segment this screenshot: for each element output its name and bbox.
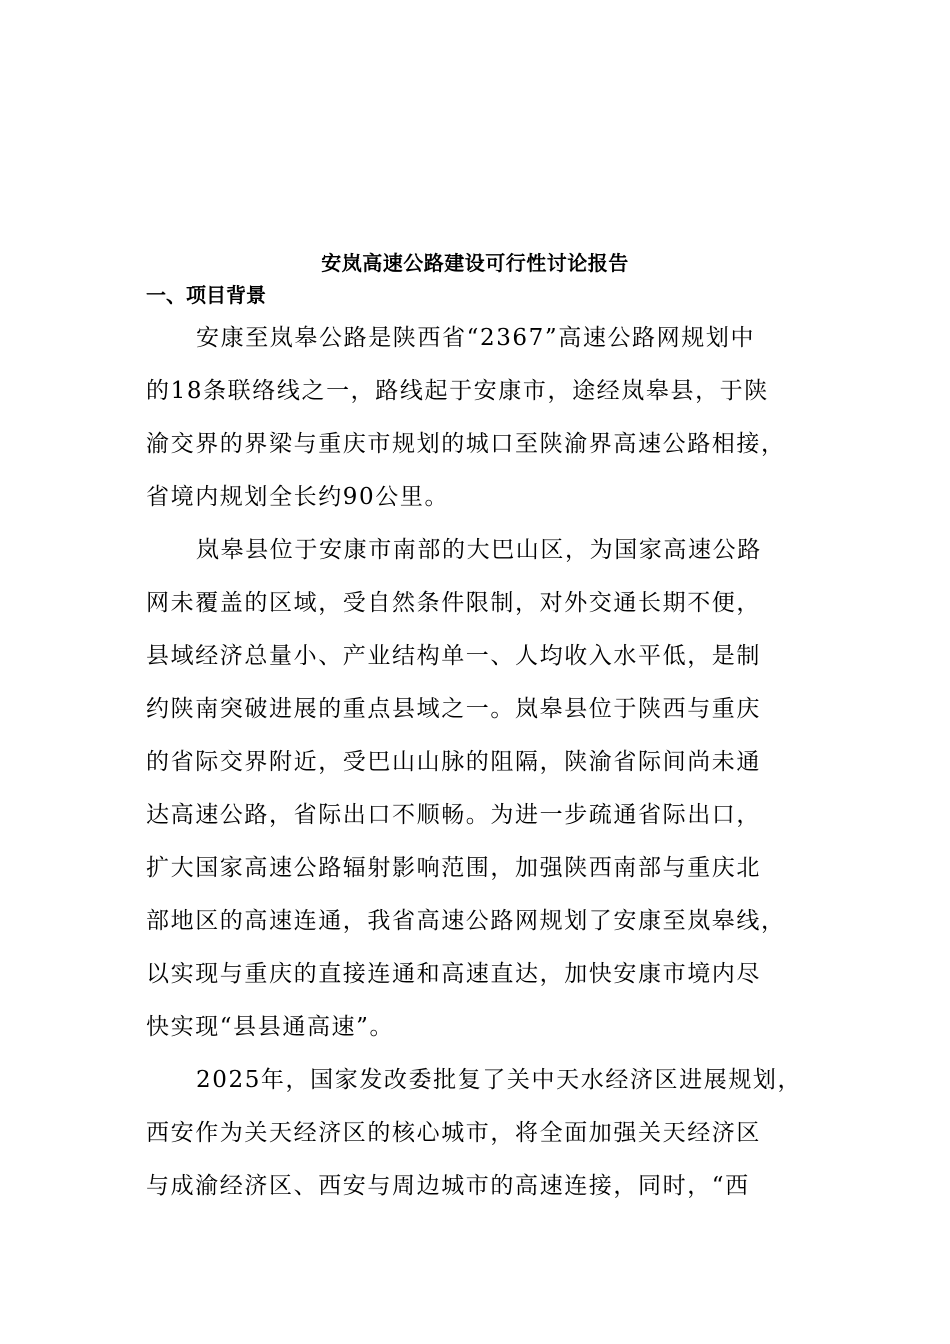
- paragraph-3-line-3: 与成渝经济区、西安与周边城市的高速连接，同时，“西: [146, 1173, 750, 1199]
- paragraph-2-line-6: 达高速公路，省际出口不顺畅。为进一步疏通省际出口，: [146, 802, 761, 828]
- section-heading: 一、项目背景: [146, 283, 266, 307]
- paragraph-3-line-2: 西安作为关天经济区的核心城市，将全面加强关天经济区: [146, 1120, 761, 1146]
- document-title: 安岚高速公路建设可行性讨论报告: [321, 251, 629, 275]
- paragraph-2-line-8: 部地区的高速连通，我省高速公路网规划了安康至岚皋线，: [146, 908, 786, 934]
- paragraph-2-line-9: 以实现与重庆的直接连通和高速直达，加快安康市境内尽: [146, 961, 761, 987]
- paragraph-2-line-4: 约陕南突破进展的重点县域之一。岚皋县位于陕西与重庆: [146, 696, 761, 722]
- paragraph-1-line-4: 省境内规划全长约90公里。: [146, 484, 450, 510]
- paragraph-1-line-3: 渝交界的界梁与重庆市规划的城口至陕渝界高速公路相接，: [146, 431, 786, 457]
- paragraph-1-line-1: 安康至岚皋公路是陕西省“2367”高速公路网规划中: [196, 325, 756, 351]
- paragraph-1-line-2: 的18条联络线之一，路线起于安康市，途经岚皋县，于陕: [146, 378, 769, 404]
- paragraph-2-line-7: 扩大国家高速公路辐射影响范围，加强陕西南部与重庆北: [146, 855, 761, 881]
- paragraph-2-line-5: 的省际交界附近，受巴山山脉的阻隔，陕渝省际间尚未通: [146, 749, 761, 775]
- paragraph-2-line-2: 网未覆盖的区域，受自然条件限制，对外交通长期不便，: [146, 590, 761, 616]
- paragraph-2-line-3: 县域经济总量小、产业结构单一、人均收入水平低，是制: [146, 643, 761, 669]
- paragraph-2-line-10: 快实现“县县通高速”。: [146, 1014, 395, 1040]
- paragraph-2-line-1: 岚皋县位于安康市南部的大巴山区，为国家高速公路: [196, 537, 762, 563]
- paragraph-3-line-1: 2025年，国家发改委批复了关中天水经济区进展规划，: [196, 1067, 803, 1093]
